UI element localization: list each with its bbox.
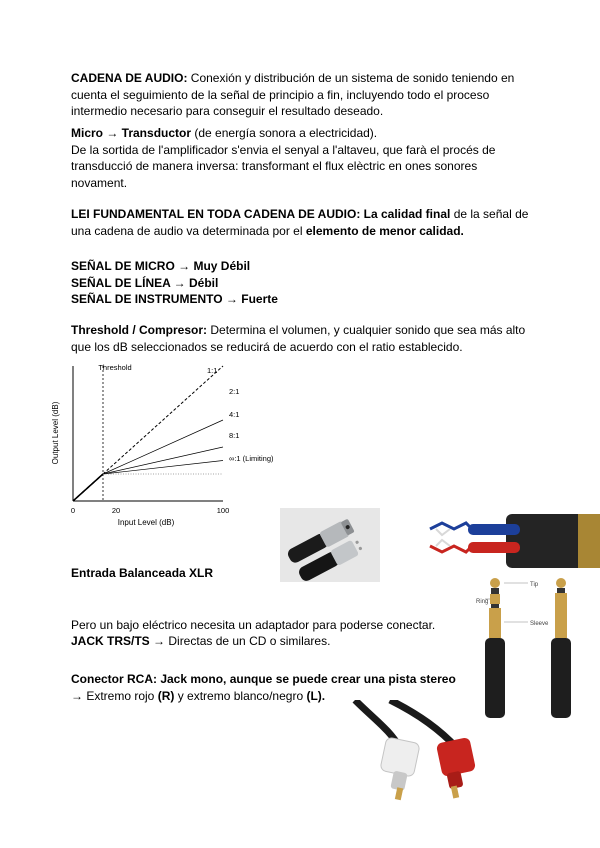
text-rca-r: (R)	[157, 688, 175, 703]
jack-label-tip: Tip	[530, 582, 539, 588]
chart-series-5-low	[73, 474, 103, 501]
chart-series-1-line	[103, 366, 223, 474]
xlr-caption: Entrada Balanceada XLR	[71, 566, 214, 580]
heading-conector-rca: Conector RCA: Jack mono, aunque se puede crear una pista stereo	[71, 672, 456, 686]
chart-xtick-0: 0	[70, 506, 76, 515]
signal-linea: SEÑAL DE LÍNEA → Débil	[71, 275, 219, 290]
chart-ylabel: Output Level (dB)	[51, 401, 60, 465]
chart-series-4-line	[103, 461, 223, 475]
paragraph-micro-transductor	[71, 125, 536, 191]
heading-threshold-compresor: Threshold / Compresor:	[71, 323, 208, 337]
chart-xlabel: Input Level (dB)	[117, 518, 175, 527]
signal-list	[71, 258, 536, 308]
chart-series-label-3: 4:1	[229, 410, 240, 419]
jack-label-sleeve: Sleeve	[530, 621, 549, 627]
chart-xtick-100: 100	[216, 506, 230, 515]
text-rca-rojo: → Extremo rojo	[71, 688, 158, 703]
paragraph-cadena-de-audio	[71, 70, 536, 120]
paragraph-lei-fundamental	[71, 206, 536, 239]
text-rca-blanco: y extremo blanco/negro	[174, 688, 307, 703]
chart-series-label-2: 2:1	[229, 387, 240, 396]
text-micro-transductor: (de energía sonora a electricidad).	[191, 126, 378, 140]
chart-series-label-5: ∞:1 (Limiting)	[229, 454, 274, 463]
text-sortida-amplificador: De la sortida de l'amplificador s'envia el senyal a l'altaveu, que farà el procés de transducció de manera inversa: transformant el flux elèctric en ones sonores novament.	[71, 142, 496, 190]
heading-jack-trs-ts: JACK TRS/TS	[71, 634, 150, 648]
chart-series-label-1: 1:1	[207, 366, 218, 375]
heading-micro-transductor: Micro → Transductor	[71, 126, 192, 140]
signal-micro: SEÑAL DE MICRO → Muy Débil	[71, 259, 251, 273]
compressor-ratio-chart	[45, 358, 295, 530]
chart-xtick-20: 20	[111, 506, 121, 515]
chart-series-3-line	[103, 447, 223, 474]
chart-threshold-label: Threshold	[98, 363, 132, 372]
text-elemento-menor-calidad: elemento de menor calidad.	[305, 223, 464, 238]
paragraph-jack-trs-ts	[71, 633, 536, 650]
text-lei-fundamental: de la señal de una cadena de audio va determinada por el	[71, 207, 529, 238]
text-cadena-de-audio: Conexión y distribución de un sistema de sonido teniendo en cuenta el seguimiento de la señal de principio a fin, incluyendo todo el proceso intermedio necesario para conseguir el resultado deseado.	[71, 71, 515, 118]
text-threshold-compresor: Determina el volumen, y cualquier sonido que sea más alto que los dB seleccionados se reducirá de acuerdo con el ratio establecido.	[71, 323, 526, 354]
text-rca-l: (L).	[306, 688, 326, 703]
signal-instrumento: SEÑAL DE INSTRUMENTO → Fuerte	[71, 292, 278, 306]
heading-cadena-de-audio: CADENA DE AUDIO:	[71, 71, 188, 85]
rca-cables-photo	[345, 700, 485, 808]
cable-cross-section-photo	[428, 512, 600, 570]
heading-lei-fundamental: LEI FUNDAMENTAL EN TODA CADENA DE AUDIO: La calidad final	[71, 207, 451, 221]
chart-series-label-4: 8:1	[229, 431, 240, 440]
jack-label-ring: Ring	[476, 599, 489, 605]
paragraph-bajo-electrico: Pero un bajo eléctrico necesita un adaptador para poderse conectar.	[71, 618, 436, 632]
chart-series-2-line	[103, 420, 223, 474]
text-jack-trs-ts: → Directas de un CD o similares.	[149, 634, 331, 648]
paragraph-threshold-compresor	[71, 322, 536, 355]
